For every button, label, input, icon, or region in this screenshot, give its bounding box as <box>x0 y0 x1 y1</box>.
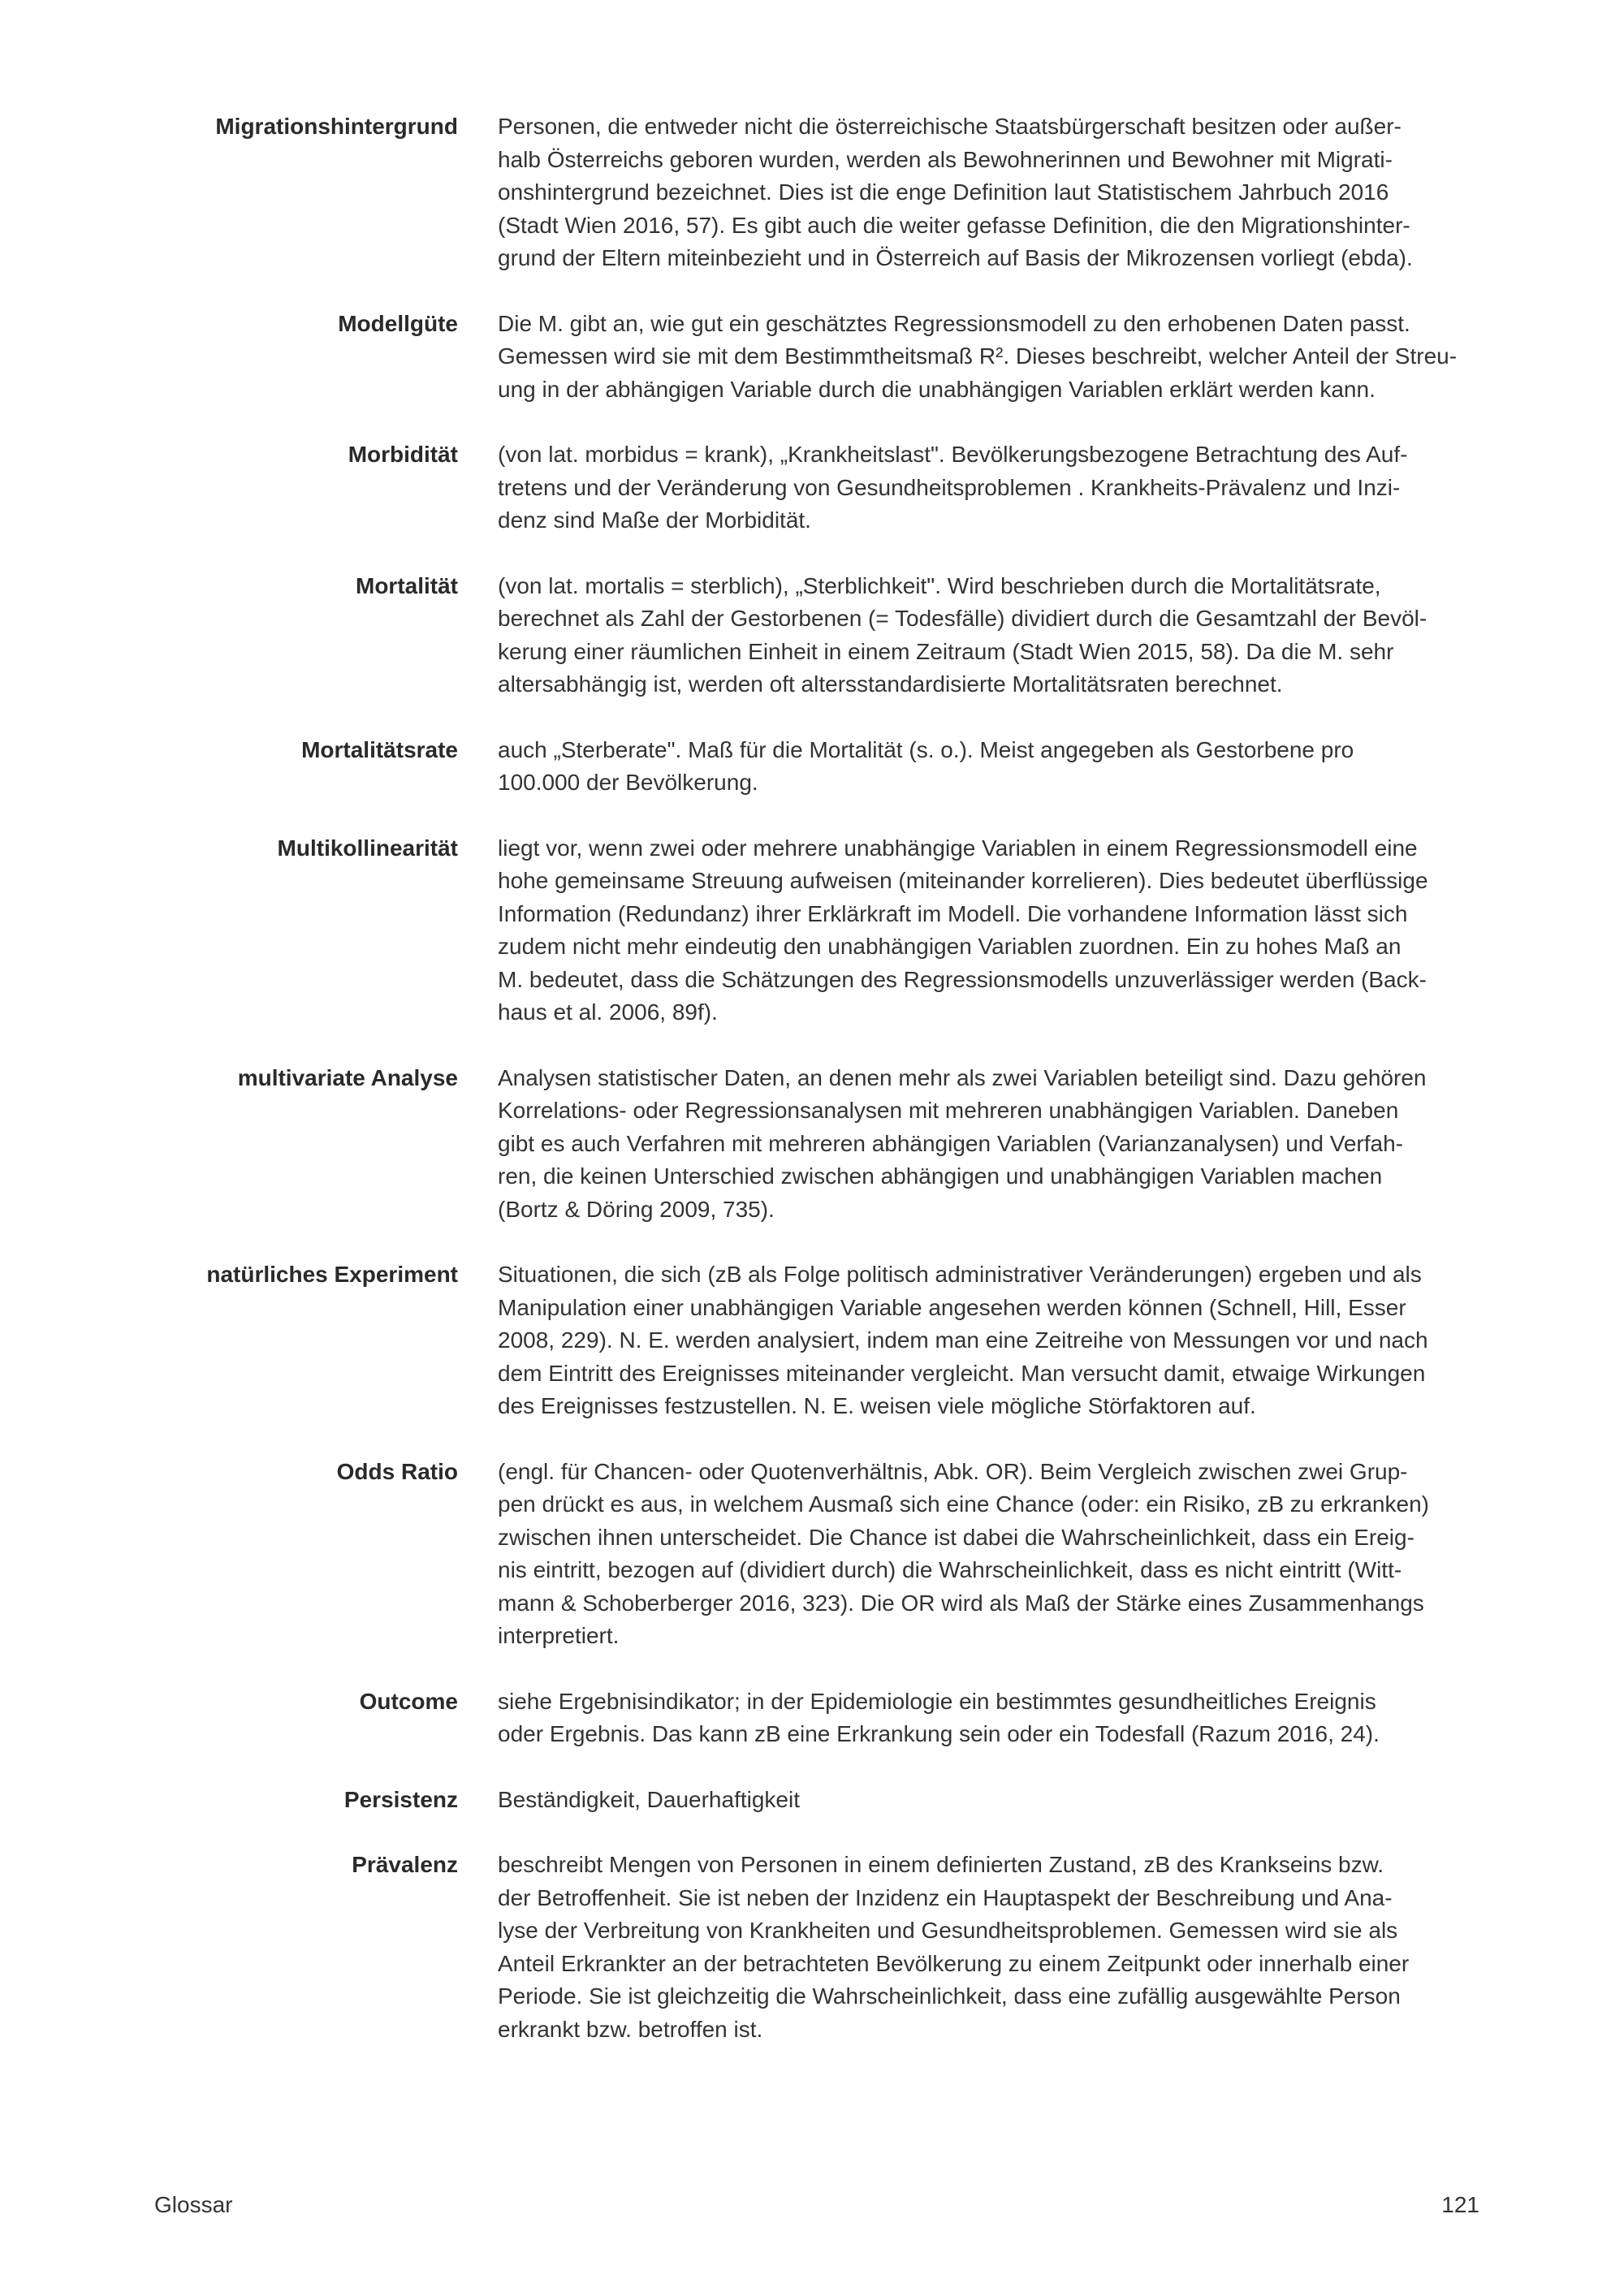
glossary-definition: (von lat. mortalis = sterblich), „Sterblichkeit". Wird beschrieben durch die Mortalitätsrate, berechnet als Zahl der Gestorbenen (= Todesfälle) dividiert durch die Gesamtzahl der Bevöl- kerung einer räumlichen Einheit in einem Zeitraum (Stadt Wien 2015, 58). Da die M. sehr altersabhängig ist, werden oft altersstandardisierte Mortalitätsraten berechnet. <box>498 572 1427 697</box>
glossary-entry <box>187 1062 1486 1227</box>
glossary-entry <box>187 438 1486 537</box>
glossary-term: multivariate Analyse <box>237 1064 458 1090</box>
glossary-definition: Die M. gibt an, wie gut ein geschätztes Regressionsmodell zu den erhobenen Daten passt. Gemessen wird sie mit dem Bestimmtheitsmaß R². Dieses beschreibt, welcher Anteil der Streu- ung in der abhängigen Variable durch die unabhängigen Variablen erklärt werden kann. <box>498 310 1458 402</box>
glossary-term: Prävalenz <box>352 1852 458 1877</box>
glossary-term: Multikollinearität <box>277 835 458 861</box>
glossary-definition: Situationen, die sich (zB als Folge politisch administrativer Veränderungen) ergeben und als Manipulation einer unabhängigen Variable angesehen werden können (Schnell, Hill, Esser 2008, 229). N. E. werden analysiert, indem man eine Zeitreihe von Messungen vor und nach dem Eintritt des Ereignisses miteinander vergleicht. Man versucht damit, etwaige Wirkungen des Ereignisses festzustellen. N. E. weisen viele mögliche Störfaktoren auf. <box>498 1262 1428 1418</box>
glossary-entry <box>187 308 1486 407</box>
glossary-definition: beschreibt Mengen von Personen in einem definierten Zustand, zB des Krankseins bzw. der Betroffenheit. Sie ist neben der Inzidenz ein Hauptaspekt der Beschreibung und Ana- lyse der Verbreitung von Krankheiten und Gesundheitsproblemen. Gemessen wird sie als Anteil Erkrankter an der betrachteten Bevölkerung zu einem Zeitpunkt oder innerhalb einer Periode. Sie ist gleichzeitig die Wahrscheinlichkeit, dass eine zufällig ausgewählte Person erkrankt bzw. betroffen ist. <box>498 1852 1410 2042</box>
glossary-definition: (von lat. morbidus = krank), „Krankheitslast". Bevölkerungsbezogene Betrachtung des Auf- tretens und der Veränderung von Gesundheitsproblemen . Krankheits-Prävalenz und Inzi- denz sind Maße der Morbidität. <box>498 442 1408 533</box>
glossary-term: Mortalitätsrate <box>301 736 458 762</box>
glossary-definition: Personen, die entweder nicht die österreichische Staatsbürgerschaft besitzen oder außer- halb Österreichs geboren wurden, werden als Bewohnerinnen und Bewohner mit Migrati- onshintergrund bezeichnet. Dies ist die enge Definition laut Statistischem Jahrbuch 2016 (Stadt Wien 2016, 57). Es gibt auch die weiter gefasse Definition, die den Migrationshinter- grund der Eltern miteinbezieht und in Österreich auf Basis der Mikrozensen vorliegt (ebda). <box>498 114 1413 270</box>
glossary-term: Odds Ratio <box>336 1458 458 1484</box>
glossary-term: Outcome <box>359 1688 458 1714</box>
glossary-entry <box>187 832 1486 1029</box>
glossary-definition: Analysen statistischer Daten, an denen mehr als zwei Variablen beteiligt sind. Dazu gehören Korrelations- oder Regressionsanalysen mit mehreren unabhängigen Variablen. Daneben gibt es auch Verfahren mit mehreren abhängigen Variablen (Varianzanalysen) und Verfah- ren, die keinen Unterschied zwischen abhängigen und unabhängigen Variablen machen (Bortz & Döring 2009, 735). <box>498 1064 1427 1222</box>
glossary-entry <box>187 110 1486 275</box>
glossary-entry <box>187 1849 1486 2046</box>
glossary-term: Morbidität <box>348 442 458 467</box>
glossary-entry <box>187 1456 1486 1653</box>
glossary-term: Persistenz <box>343 1786 458 1812</box>
glossary-entry <box>187 734 1486 800</box>
glossary-definition: Beständigkeit, Dauerhaftigkeit <box>498 1786 800 1812</box>
glossary-term: Migrationshintergrund <box>215 114 458 139</box>
glossary-entry <box>187 1685 1486 1751</box>
glossary-definition: (engl. für Chancen- oder Quotenverhältnis, Abk. OR). Beim Vergleich zwischen zwei Grup- pen drückt es aus, in welchem Ausmaß sich eine Chance (oder: ein Risiko, zB zu erkranken) zwischen ihnen unterscheidet. Die Chance ist dabei die Wahrscheinlichkeit, dass ein Ereig- nis eintritt, bezogen auf (dividiert durch) die Wahrscheinlichkeit, dass es nicht eintritt (Witt- mann & Schoberberger 2016, 323). Die OR wird als Maß der Stärke eines Zusammenhangs interpretiert. <box>498 1458 1429 1648</box>
glossary-entry <box>187 1258 1486 1423</box>
footer-section-label: Glossar <box>154 2192 233 2217</box>
glossary-entry <box>187 1784 1486 1817</box>
glossary-definition: liegt vor, wenn zwei oder mehrere unabhängige Variablen in einem Regressionsmodell eine hohe gemeinsame Streuung aufweisen (miteinander korrelieren). Dies bedeutet überflüssige Information (Redundanz) ihrer Erklärkraft im Modell. Die vorhandene Information lässt sich zudem nicht mehr eindeutig den unabhängigen Variablen zuordnen. Ein zu hohes Maß an M. bedeutet, dass die Schätzungen des Regressionsmodells unzuverlässiger werden (Back- haus et al. 2006, 89f). <box>498 835 1428 1025</box>
glossary-entry <box>187 570 1486 701</box>
glossary-definition: auch „Sterberate". Maß für die Mortalität (s. o.). Meist angegeben als Gestorbene pro 100.000 der Bevölkerung. <box>498 736 1354 795</box>
page-number: 121 <box>1441 2192 1479 2217</box>
glossary-term: natürliches Experiment <box>206 1262 458 1287</box>
glossary-term: Mortalität <box>356 572 458 598</box>
glossary-definition: siehe Ergebnisindikator; in der Epidemiologie ein bestimmtes gesundheitliches Ereignis oder Ergebnis. Das kann zB eine Erkrankung sein oder ein Todesfall (Razum 2016, 24). <box>498 1688 1380 1746</box>
glossary-list <box>187 110 1486 2078</box>
glossary-term: Modellgüte <box>338 310 458 336</box>
